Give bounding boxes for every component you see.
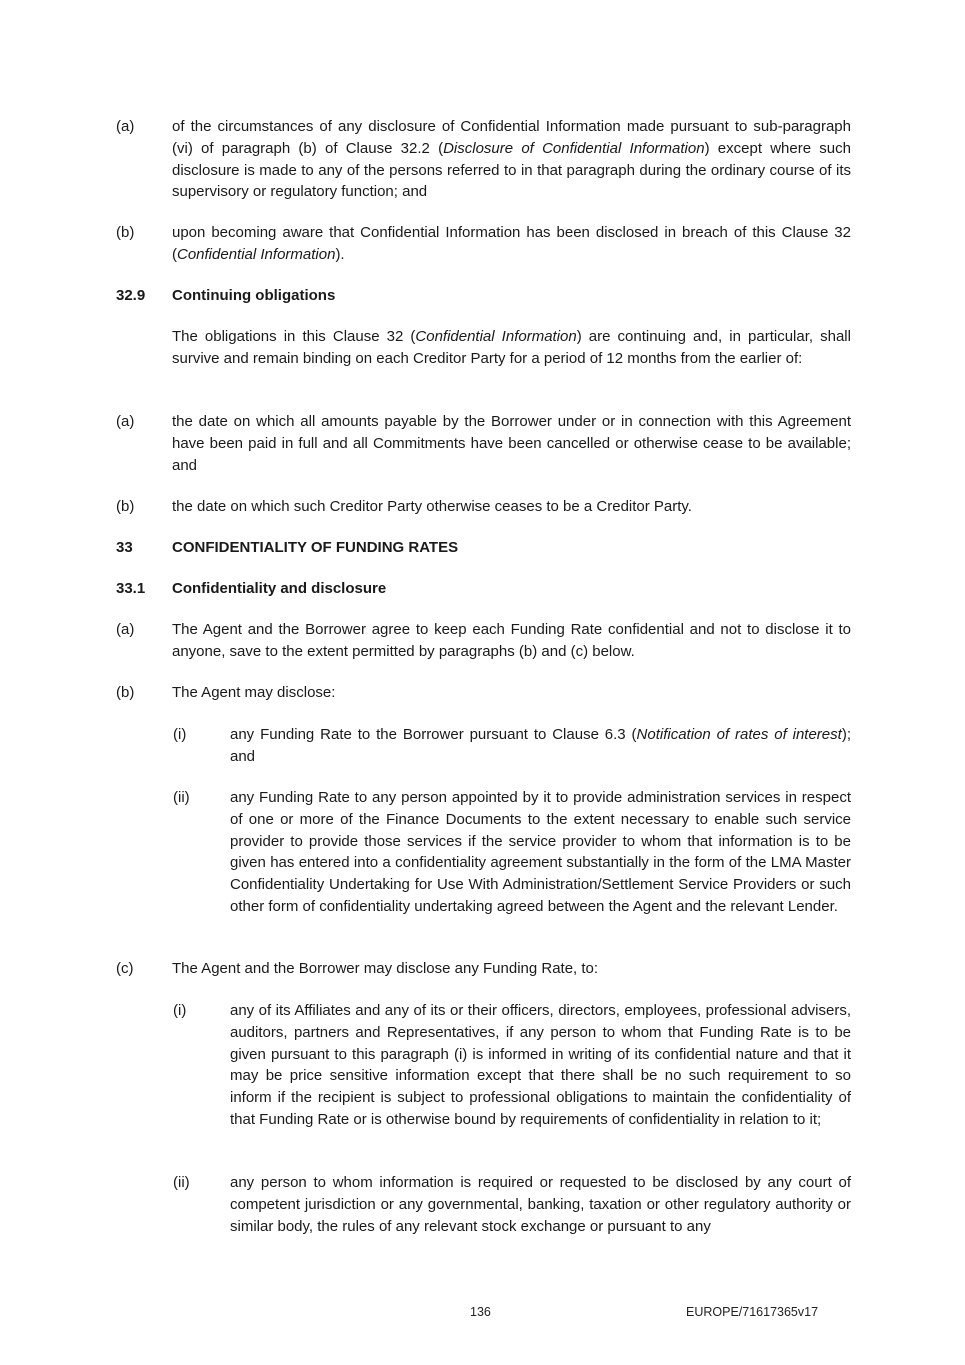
document-reference: EUROPE/71617365v17	[686, 1305, 819, 1319]
paragraph-text: The Agent and the Borrower agree to keep each Funding Rate confidential and not to disclose it to anyone, save to the extent permitted by paragraphs (b) and (c) below.	[172, 621, 851, 660]
page-number: 136	[470, 1305, 491, 1319]
paragraph-c-may-disclose	[116, 958, 851, 980]
paragraph-a-notify-circumstances	[116, 116, 851, 203]
subparagraph-marker: (ii)	[173, 1174, 190, 1191]
paragraph-b-agent-may-disclose	[116, 682, 851, 704]
subparagraph-marker: (i)	[173, 1002, 187, 1019]
paragraph-text: of the circumstances of any disclosure of Confidential Information made pursuant to sub-paragraph (vi) of paragraph (b) of Clause 32.2 (Disclosure of Confidential Information) except where such disclosure is made to any of the persons referred to in that paragraph during the ordinary course of its supervisory or regulatory function; and	[172, 118, 851, 201]
clause-heading-32-9	[116, 285, 851, 307]
paragraph-a-amounts-paid	[116, 411, 851, 476]
clause-title: Confidentiality and disclosure	[172, 580, 387, 597]
clause-reference: Confidential Information	[177, 245, 336, 263]
paragraph-text: any of its Affiliates and any of its or their officers, directors, employees, professional advisers, auditors, partners and Representatives, if any person to whom that Funding Rate is to be given pursuant to this paragraph (i) is informed in writing of its confidential nature and that it may be price sensitive information except that there shall be no such requirement to so inform if the recipient is subject to professional obligations to maintain the confidentiality of that Funding Rate or is otherwise bound by requirements of confidentiality in relation to it;	[230, 1002, 851, 1128]
subparagraph-ii-service-provider	[116, 787, 851, 918]
paragraph-text: upon becoming aware that Confidential Information has been disclosed in breach of this Clause 32 (Confidential Information).	[172, 224, 851, 263]
paragraph-text: The Agent may disclose:	[172, 684, 336, 701]
clause-32-9-intro	[116, 326, 851, 370]
paragraph-marker: (a)	[116, 621, 135, 638]
subparagraph-ii-required-disclosure	[116, 1172, 851, 1237]
paragraph-text: any Funding Rate to any person appointed by it to provide administration services in respect of one or more of the Finance Documents to the extent necessary to enable such service provider to provide those services if the service provider to whom that information is to be given has entered into a confidentiality agreement substantially in the form of the LMA Master Confidentiality Undertaking for Use With Administration/Settlement Service Providers or such other form of confidentiality undertaking agreed between the Agent and the relevant Lender.	[230, 789, 851, 915]
paragraph-text: the date on which all amounts payable by the Borrower under or in connection with this Agreement have been paid in full and all Commitments have been cancelled or otherwise cease to be available; and	[172, 413, 851, 474]
paragraph-marker: (b)	[116, 684, 135, 701]
paragraph-text: any person to whom information is required or requested to be disclosed by any court of competent jurisdiction or any governmental, banking, taxation or other regulatory authority or similar body, the rules of any relevant stock exchange or pursuant to any	[230, 1174, 851, 1235]
paragraph-marker: (b)	[116, 498, 135, 515]
clause-number: 33.1	[116, 580, 146, 597]
paragraph-marker: (a)	[116, 118, 135, 135]
clause-heading-33	[116, 537, 851, 559]
paragraph-marker: (c)	[116, 960, 134, 977]
clause-title: Continuing obligations	[172, 287, 336, 304]
paragraph-marker: (b)	[116, 224, 135, 241]
clause-reference: Notification of rates of interest	[636, 726, 842, 743]
paragraph-text: The obligations in this Clause 32 (Confidential Information) are continuing and, in particular, shall survive and remain binding on each Creditor Party for a period of 12 months from the earlier of:	[172, 328, 851, 367]
paragraph-a-keep-confidential	[116, 619, 851, 663]
paragraph-text: the date on which such Creditor Party otherwise ceases to be a Creditor Party.	[172, 498, 692, 515]
paragraph-text: any Funding Rate to the Borrower pursuant to Clause 6.3 (Notification of rates of interest); and	[230, 726, 851, 765]
clause-number: 32.9	[116, 287, 146, 304]
paragraph-text: The Agent and the Borrower may disclose any Funding Rate, to:	[172, 960, 599, 977]
clause-reference: Confidential Information	[415, 328, 577, 345]
paragraph-b-ceases-creditor	[116, 496, 851, 518]
paragraph-b-breach-awareness	[116, 222, 851, 266]
clause-number: 33	[116, 539, 133, 556]
clause-heading-33-1	[116, 578, 851, 600]
paragraph-marker: (a)	[116, 413, 135, 430]
subparagraph-marker: (i)	[173, 726, 187, 743]
subparagraph-marker: (ii)	[173, 789, 190, 806]
clause-reference: Disclosure of Confidential Information	[443, 139, 705, 157]
subparagraph-i-to-borrower	[116, 724, 851, 768]
subparagraph-i-affiliates	[116, 1000, 851, 1131]
clause-title: CONFIDENTIALITY OF FUNDING RATES	[172, 539, 459, 556]
